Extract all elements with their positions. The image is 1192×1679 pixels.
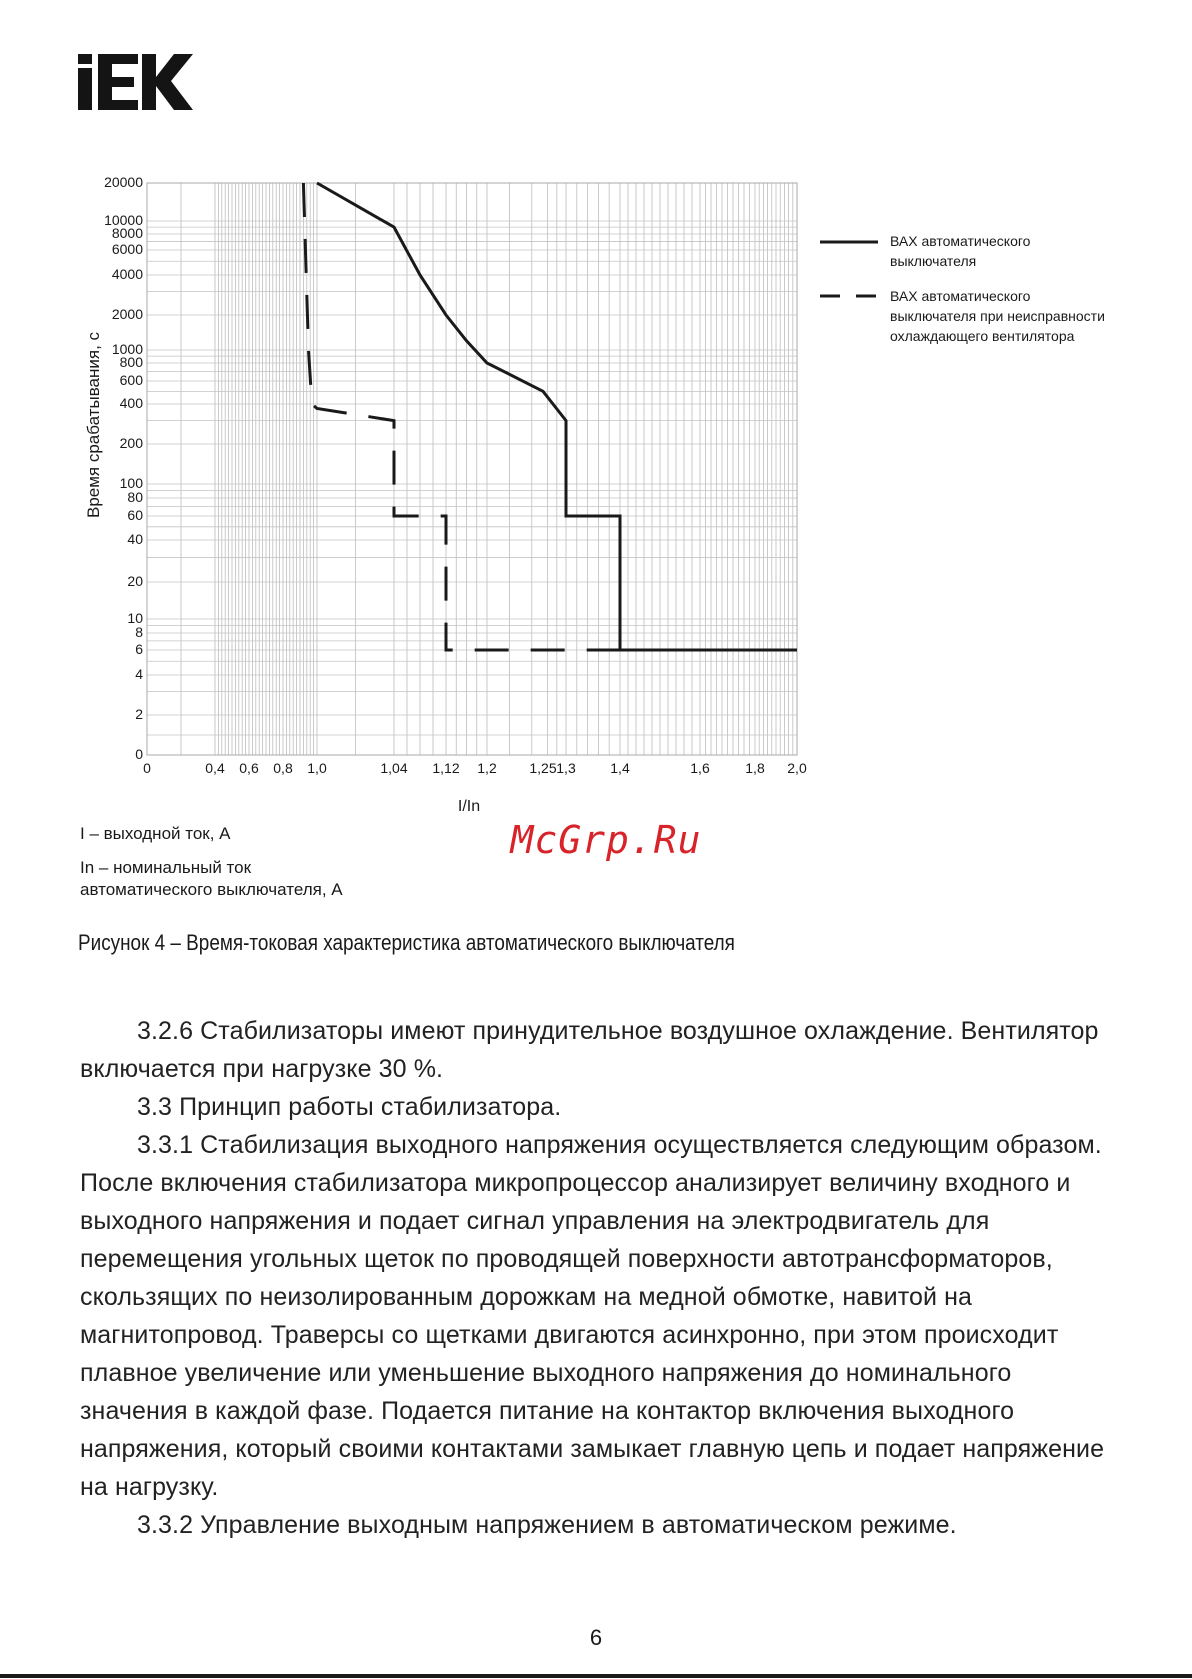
x-tick-label: 2,0 [787,760,807,776]
x-tick-label: 1,0 [307,760,327,776]
bottom-rule [0,1674,1192,1678]
y-tick-label: 200 [119,435,143,451]
chart-series [303,183,797,650]
y-tick-label: 2000 [111,306,143,322]
x-axis-label: I/In [457,798,481,815]
y-tick-label: 20000 [104,174,143,190]
x-tick-label: 0,6 [239,760,259,776]
x-tick-label: 1,6 [690,760,710,776]
chart-legend [820,242,878,296]
x-tick-label: 1,25 [529,760,557,776]
x-tick-label: 1,4 [610,760,630,776]
x-tick-label: 1,04 [380,760,408,776]
y-tick-label: 2 [135,706,143,722]
y-tick-label: 100 [119,475,143,491]
y-tick-label: 400 [119,395,143,411]
y-tick-label: 600 [119,372,143,388]
plot-frame [147,183,797,755]
y-tick-label: 8000 [111,225,143,241]
y-tick-label: 4 [135,666,143,682]
y-tick-label: 10000 [104,212,143,228]
y-tick-label: 20 [127,573,143,589]
definition-nominal-current-1: In – номинальный ток [80,858,252,877]
figure-caption: Рисунок 4 – Время-токовая характеристика автоматического выключателя [78,930,735,955]
watermark: McGrp.Ru [510,818,702,862]
y-tick-label: 80 [127,489,143,505]
y-tick-label: 6000 [111,241,143,257]
x-tick-label: 1,12 [432,760,460,776]
y-tick-label: 0 [135,746,143,762]
body-text [80,1012,1120,1544]
y-tick-label: 8 [135,624,143,640]
definition-nominal-current-2: автоматического выключателя, А [80,880,343,899]
paragraph-3-2-6: 3.2.6 Стабилизаторы имеют принудительное воздушное охлаждение. Вентилятор включается при нагрузке 30 %. [80,1017,1099,1083]
x-tick-label: 0,8 [273,760,293,776]
paragraph-3-3: 3.3 Принцип работы стабилизатора. [137,1093,562,1121]
y-tick-label: 6 [135,641,143,657]
y-tick-label: 800 [119,354,143,370]
legend-label-line: выключателя [890,253,977,269]
x-tick-label: 1,2 [477,760,497,776]
paragraph-3-3-1: 3.3.1 Стабилизация выходного напряжения осуществляется следующим образом. После включения стабилизатора микропроцессор анализирует величину входного и выходного напряжения и подает сигнал управления на электродвигатель для перемещения угольных щеток по проводящей поверхности автотрансформаторов, скользящих по неизолированным дорожкам на медной обмотке, навитой на магнитопровод. Траверсы со щетками двигаются асинхронно, при этом происходит плавное увеличение или уменьшение выходного напряжения до номинального значения в каждой фазе. Подается питание на контактор включения выходного напряжения, который своими контактами замыкает главную цепь и подает напряжение на нагрузку. [80,1131,1105,1501]
y-axis-label: Время срабатывания, с [84,331,103,519]
y-tick-labels [104,174,143,762]
definition-current: I – выходной ток, А [80,824,231,843]
legend-label-line: ВАХ автоматического [890,288,1031,304]
y-tick-label: 4000 [111,266,143,282]
legend-label-line: выключателя при неисправности [890,308,1105,324]
paragraph-3-3-2: 3.3.2 Управление выходным напряжением в автоматическом режиме. [137,1511,957,1539]
x-tick-label: 1,3 [556,760,576,776]
x-tick-label: 0,4 [205,760,225,776]
series-dashed-line [303,183,620,650]
y-tick-label: 1000 [111,341,143,357]
chart-grid [147,183,797,755]
y-tick-label: 60 [127,507,143,523]
time-current-chart [0,0,1192,830]
x-tick-label: 1,8 [745,760,765,776]
y-tick-label: 40 [127,531,143,547]
page-number: 6 [589,1625,603,1650]
x-tick-labels [143,760,807,776]
legend-label-line: охлаждающего вентилятора [890,328,1075,344]
x-tick-label: 0 [143,760,151,776]
y-tick-label: 10 [127,610,143,626]
legend-label-line: ВАХ автоматического [890,233,1031,249]
